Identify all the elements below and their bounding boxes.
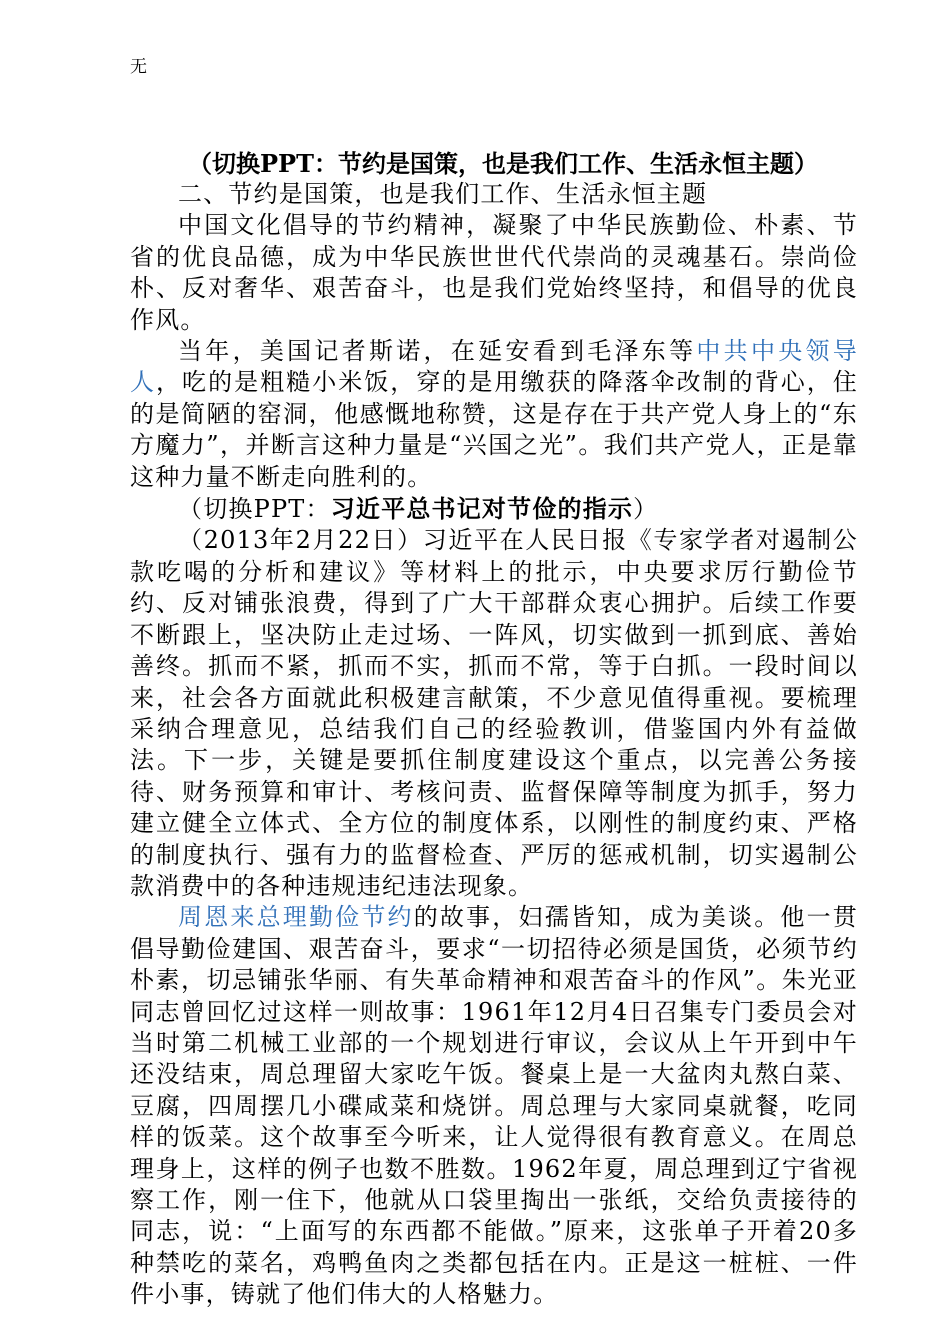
paragraph-text: 当年，美国记者斯诺，在延安看到毛泽东等 — [178, 337, 697, 366]
paragraph-frugality-spirit: 中国文化倡导的节约精神，凝聚了中华民族勤俭、朴素、节省的优良品德，成为中华民族世世代代崇尚的灵魂基石。崇尚俭朴、反对奢华、艰苦奋斗，也是我们党始终坚持，和倡导的优良作风。 — [130, 211, 858, 334]
paragraph-snow-yanan — [130, 336, 858, 493]
section-heading: 二、节约是国策，也是我们工作、生活永恒主题 — [178, 180, 708, 208]
ppt-prefix: （切换PPT： — [178, 495, 331, 524]
ppt-switch-title: （切换PPT：节约是国策，也是我们工作、生活永恒主题） — [188, 149, 818, 178]
paragraph-xi-instruction: （2013年2月22日）习近平在人民日报《专家学者对遏制公款吃喝的分析和建议》等材料上的批示，中央要求厉行勤俭节约、反对铺张浪费，得到了广大干部群众衷心拥护。后续工作要不断跟上，坚决防止走过场、一阵风，切实做到一抓到底、善始善终。抓而不紧，抓而不实，抓而不常，等于白抓。一段时间以来，社会各方面就此积极建言献策，不少意见值得重视。要梳理采纳合理意见，总结我们自己的经验教训，借鉴国内外有益做法。下一步，关键是要抓住制度建设这个重点，以完善公务接待、财务预算和审计、考核问责、监督保障等制度为抓手，努力建立健全立体式、全方位的制度体系，以刚性的制度约束、严格的制度执行、强有力的监督检查、严厉的惩戒机制，切实遏制公款消费中的各种违规违纪违法现象。 — [130, 526, 858, 900]
page-header: 无 — [130, 57, 147, 77]
zhou-enlai-link[interactable]: 周恩来总理勤俭节约 — [178, 903, 414, 932]
leaders-link[interactable]: 中共中央领导人 — [130, 337, 858, 397]
ppt-bold-title: 习近平总书记对节俭的指示 — [330, 494, 634, 524]
ppt-suffix: ） — [633, 495, 659, 524]
paragraph-text: 的故事，妇孺皆知，成为美谈。他一贯倡导勤俭建国、艰苦奋斗，要求“一切招待必须是国货，必须节约朴素，切忌铺张华丽、有失革命精神和艰苦奋斗的作风”。朱光亚同志曾回忆过这样一则故事：1961年12月4日召集专门委员会对当时第二机械工业部的一个规划进行审议，会议从上午开到中午还没结束，周总理留大家吃午饭。餐桌上是一大盆肉丸熬白菜、豆腐，四周摆几小碟咸菜和烧饼。周总理与大家同桌就餐，吃同样的饭菜。这个故事至今听来，让人觉得很有教育意义。在周总理身上，这样的例子也数不胜数。1962年夏，周总理到辽宁省视察工作，刚一住下，他就从口袋里掏出一张纸，交给负责接待的同志，说：“上面写的东西都不能做。”原来，这张单子开着20多种禁吃的菜名，鸡鸭鱼肉之类都包括在内。正是这一桩桩、一件件小事，铸就了他们伟大的人格魅力。 — [130, 903, 858, 1309]
ppt-switch-xi — [130, 493, 858, 525]
document-body — [130, 148, 858, 1311]
paragraph-zhou-enlai — [130, 902, 858, 1310]
paragraph-text: ，吃的是粗糙小米饭，穿的是用缴获的降落伞改制的背心，住的是简陋的窑洞，他感慨地称赞，这是存在于共产党人身上的“东方魔力”，并断言这种力量是“兴国之光”。我们共产党人，正是靠这种力量不断走向胜利的。 — [130, 368, 858, 491]
